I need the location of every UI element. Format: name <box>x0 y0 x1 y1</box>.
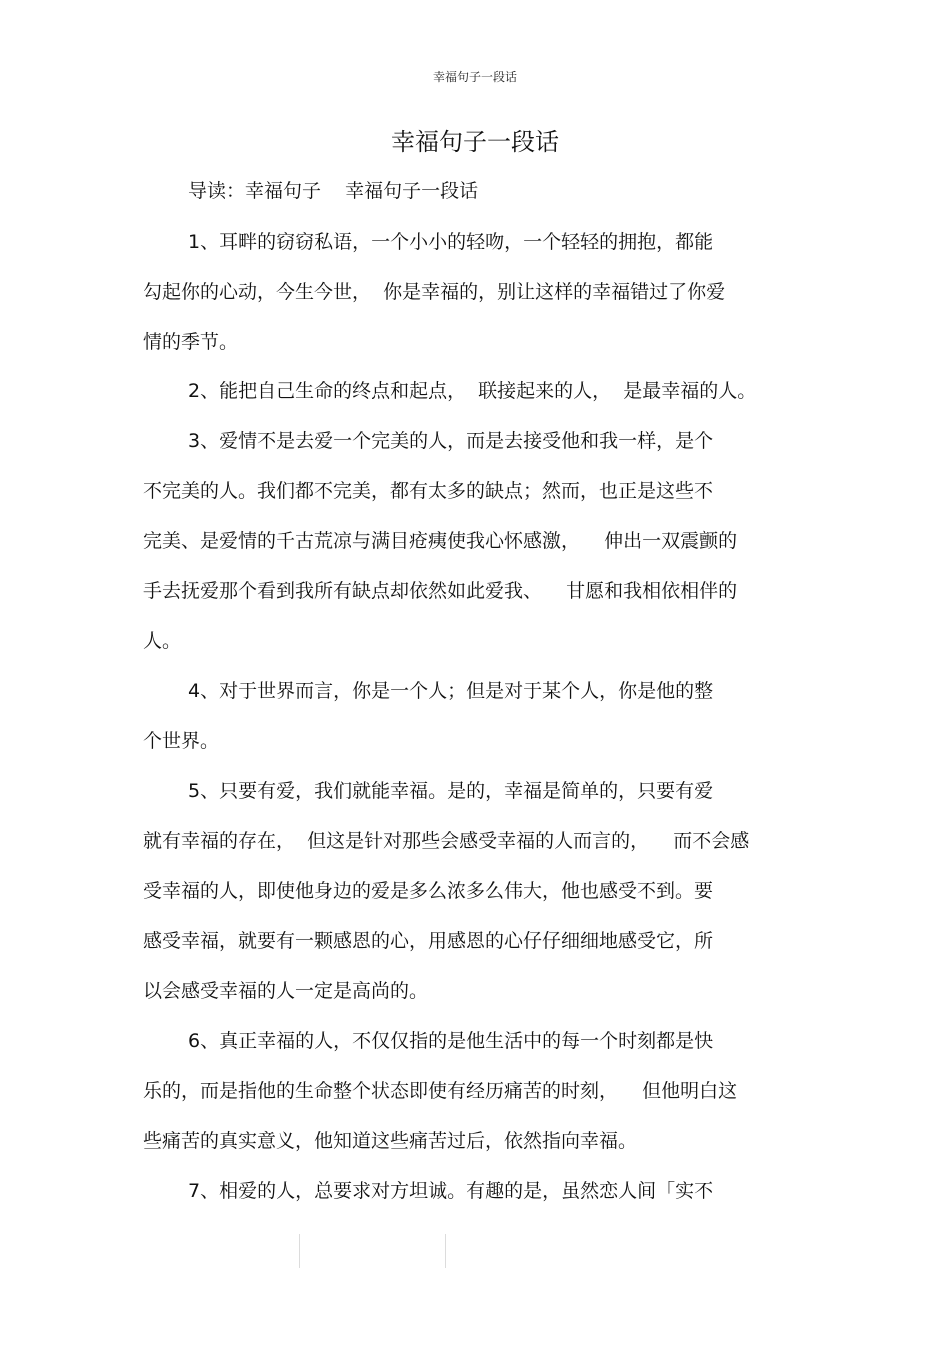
paragraph-line: 受幸福的人，即使他身边的爱是多么浓多么伟大，他也感受不到。要 <box>143 880 714 902</box>
paragraph-line: 个世界。 <box>143 730 220 752</box>
paragraph-line: 2、能把自己生命的终点和起点， 联接起来的人， 是最幸福的人。 <box>188 380 757 402</box>
paragraph-line: 乐的，而是指他的生命整个状态即使有经历痛苦的时刻， 但他明白这 <box>143 1080 738 1102</box>
paragraph-line: 以会感受幸福的人一定是高尚的。 <box>143 980 429 1002</box>
paragraph-line: 不完美的人。我们都不完美，都有太多的缺点；然而，也正是这些不 <box>143 480 714 502</box>
paragraph-line: 7、相爱的人，总要求对方坦诚。有趣的是，虽然恋人间「实不 <box>188 1180 714 1202</box>
paragraph-line: 就有幸福的存在， 但这是针对那些会感受幸福的人而言的， 而不会感 <box>143 830 750 852</box>
paragraph-line: 6、真正幸福的人，不仅仅指的是他生活中的每一个时刻都是快 <box>188 1030 714 1052</box>
paragraph-line: 情的季节。 <box>143 331 239 353</box>
paragraph-line: 手去抚爱那个看到我所有缺点却依然如此爱我、 甘愿和我相依相伴的 <box>143 580 738 602</box>
footer-divider <box>299 1234 300 1268</box>
paragraph-line: 1、耳畔的窃窃私语，一个小小的轻吻，一个轻轻的拥抱，都能 <box>188 231 714 253</box>
paragraph-line: 勾起你的心动，今生今世， 你是幸福的，别让这样的幸福错过了你爱 <box>143 281 726 303</box>
paragraph-line: 些痛苦的真实意义，他知道这些痛苦过后，依然指向幸福。 <box>143 1130 638 1152</box>
paragraph-line: 感受幸福，就要有一颗感恩的心，用感恩的心仔仔细细地感受它，所 <box>143 930 714 952</box>
page-title: 幸福句子一段话 <box>391 128 559 156</box>
paragraph-line: 3、爱情不是去爱一个完美的人，而是去接受他和我一样，是个 <box>188 430 714 452</box>
paragraph-line: 4、对于世界而言，你是一个人；但是对于某个人，你是他的整 <box>188 680 714 702</box>
paragraph-line: 完美、是爱情的千古荒凉与满目疮痍使我心怀感激， 伸出一双震颤的 <box>143 530 738 552</box>
paragraph-line: 人。 <box>143 630 182 652</box>
footer-divider <box>445 1234 446 1268</box>
running-header: 幸福句子一段话 <box>432 70 517 84</box>
paragraph-line: 5、只要有爱，我们就能幸福。是的，幸福是简单的，只要有爱 <box>188 780 714 802</box>
intro-line: 导读：幸福句子 幸福句子一段话 <box>188 180 479 202</box>
